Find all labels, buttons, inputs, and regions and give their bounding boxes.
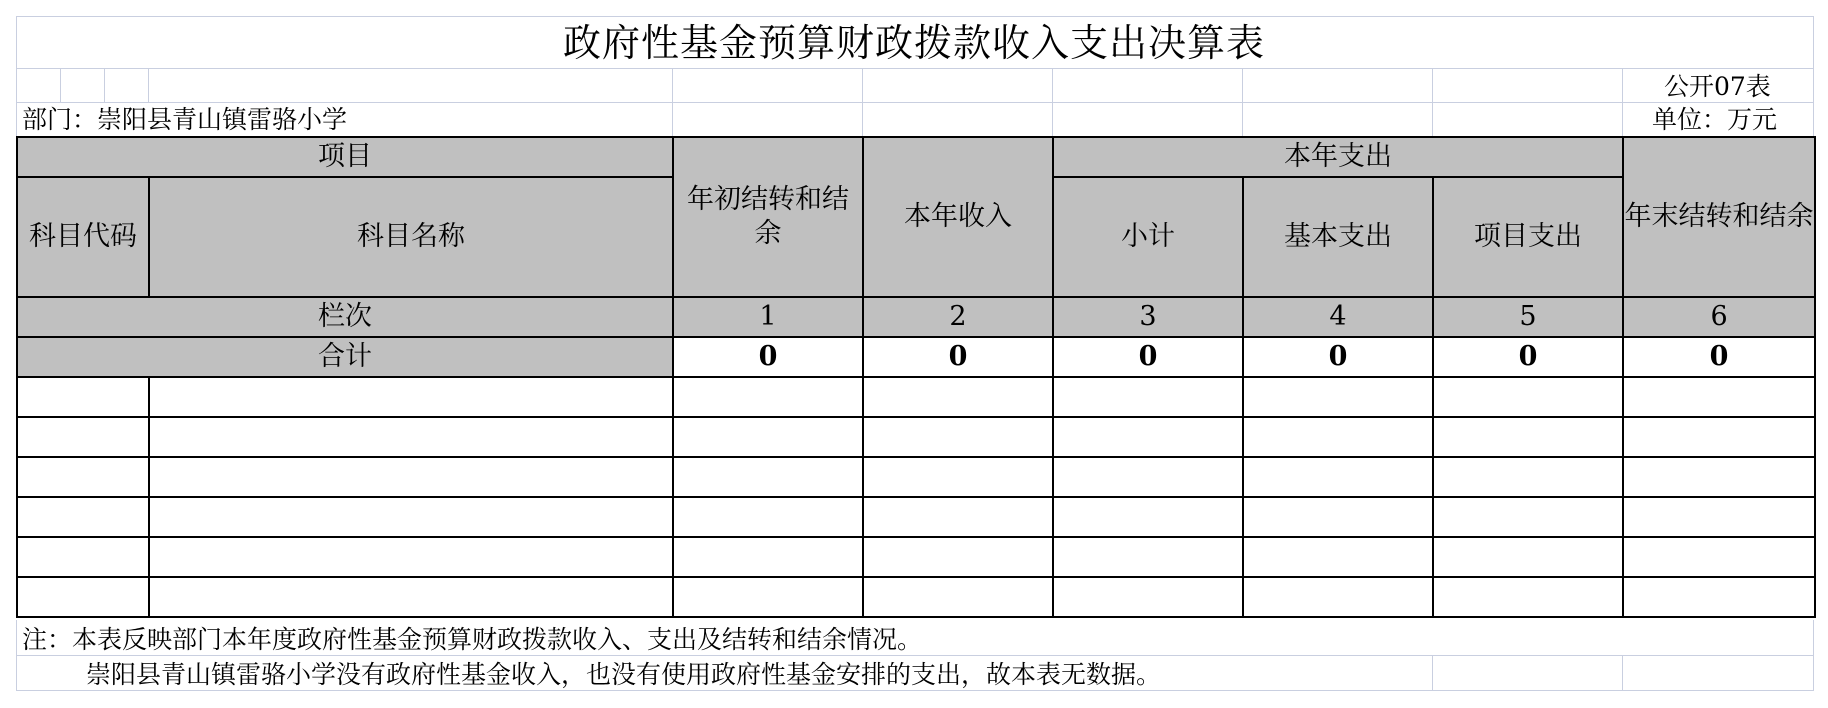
total-cell: 0 — [1623, 337, 1815, 377]
empty-cell — [1053, 377, 1243, 417]
gridline — [1813, 16, 1814, 136]
empty-cell — [673, 417, 863, 457]
gridline — [1622, 655, 1623, 690]
empty-cell — [673, 497, 863, 537]
empty-cell — [17, 417, 149, 457]
empty-cell — [1623, 497, 1815, 537]
gridline — [16, 102, 1814, 103]
empty-cell — [1623, 377, 1815, 417]
gridline — [16, 16, 1814, 17]
gridline — [1622, 68, 1623, 136]
gridline — [104, 68, 105, 102]
table-row — [17, 537, 1815, 577]
header-begin-balance: 年初结转和结余 — [673, 137, 863, 297]
header-basic: 基本支出 — [1243, 177, 1433, 297]
note-line-1: 注：本表反映部门本年度政府性基金预算财政拨款收入、支出及结转和结余情况。 — [22, 625, 923, 654]
empty-cell — [17, 537, 149, 577]
table-row — [17, 577, 1815, 617]
form-code: 公开07表 — [1664, 72, 1771, 101]
empty-cell — [17, 497, 149, 537]
empty-cell — [1623, 457, 1815, 497]
empty-cell — [1623, 417, 1815, 457]
empty-cell — [1053, 537, 1243, 577]
table-row — [17, 377, 1815, 417]
empty-cell — [1053, 417, 1243, 457]
gridline — [60, 68, 61, 102]
empty-cell — [1433, 537, 1623, 577]
budget-table — [16, 136, 1816, 618]
empty-cell — [673, 577, 863, 617]
total-row — [17, 337, 1815, 377]
empty-cell — [1623, 577, 1815, 617]
gridline — [148, 68, 149, 102]
total-cell: 0 — [1243, 337, 1433, 377]
gridline — [1432, 68, 1433, 136]
empty-cell — [863, 537, 1053, 577]
gridline — [1813, 620, 1814, 690]
gridline — [16, 68, 1814, 69]
index-cell: 6 — [1623, 297, 1815, 337]
empty-cell — [1053, 457, 1243, 497]
empty-cell — [863, 457, 1053, 497]
gridline — [1052, 68, 1053, 136]
index-cell: 4 — [1243, 297, 1433, 337]
index-cell: 5 — [1433, 297, 1623, 337]
empty-cell — [1623, 537, 1815, 577]
empty-cell — [1243, 577, 1433, 617]
index-cell: 3 — [1053, 297, 1243, 337]
empty-cell — [1053, 577, 1243, 617]
gridline — [1432, 655, 1433, 690]
empty-cell — [17, 577, 149, 617]
gridline — [16, 690, 1814, 691]
gridline — [672, 68, 673, 136]
gridline — [1242, 68, 1243, 136]
header-income: 本年收入 — [863, 137, 1053, 297]
header-expense-group: 本年支出 — [1053, 137, 1623, 177]
header-name: 科目名称 — [149, 177, 673, 297]
empty-cell — [1433, 377, 1623, 417]
table-row — [17, 497, 1815, 537]
header-project: 项目支出 — [1433, 177, 1623, 297]
gridline — [16, 620, 17, 690]
empty-cell — [1243, 537, 1433, 577]
empty-cell — [1433, 457, 1623, 497]
total-cell: 0 — [863, 337, 1053, 377]
header-item: 项目 — [17, 137, 673, 177]
empty-cell — [149, 377, 673, 417]
empty-cell — [1433, 417, 1623, 457]
empty-cell — [673, 537, 863, 577]
empty-cell — [149, 497, 673, 537]
header-end-balance: 年末结转和结余 — [1623, 137, 1815, 297]
empty-cell — [1243, 417, 1433, 457]
table-row — [17, 457, 1815, 497]
department-label: 部门：崇阳县青山镇雷骆小学 — [22, 105, 348, 134]
empty-cell — [149, 577, 673, 617]
empty-cell — [673, 457, 863, 497]
header-row-1 — [17, 137, 1815, 177]
index-row — [17, 297, 1815, 337]
empty-cell — [863, 497, 1053, 537]
index-cell: 1 — [673, 297, 863, 337]
page-title: 政府性基金预算财政拨款收入支出决算表 — [562, 21, 1265, 65]
index-cell: 2 — [863, 297, 1053, 337]
empty-cell — [1243, 497, 1433, 537]
empty-cell — [1243, 377, 1433, 417]
empty-cell — [1433, 497, 1623, 537]
empty-cell — [863, 377, 1053, 417]
empty-cell — [149, 537, 673, 577]
unit-label: 单位：万元 — [1652, 105, 1778, 134]
empty-cell — [17, 457, 149, 497]
empty-cell — [863, 577, 1053, 617]
index-label: 栏次 — [17, 297, 673, 337]
empty-cell — [673, 377, 863, 417]
total-cell: 0 — [1053, 337, 1243, 377]
empty-cell — [17, 377, 149, 417]
empty-cell — [1053, 497, 1243, 537]
empty-cell — [1433, 577, 1623, 617]
total-cell: 0 — [1433, 337, 1623, 377]
empty-cell — [149, 417, 673, 457]
empty-cell — [1243, 457, 1433, 497]
total-label: 合计 — [17, 337, 673, 377]
total-cell: 0 — [673, 337, 863, 377]
gridline — [16, 655, 1814, 656]
empty-cell — [863, 417, 1053, 457]
header-code: 科目代码 — [17, 177, 149, 297]
gridline — [862, 68, 863, 136]
table-row — [17, 417, 1815, 457]
empty-cell — [149, 457, 673, 497]
note-line-2: 崇阳县青山镇雷骆小学没有政府性基金收入，也没有使用政府性基金安排的支出，故本表无数据。 — [86, 660, 1162, 689]
header-subtotal: 小计 — [1053, 177, 1243, 297]
